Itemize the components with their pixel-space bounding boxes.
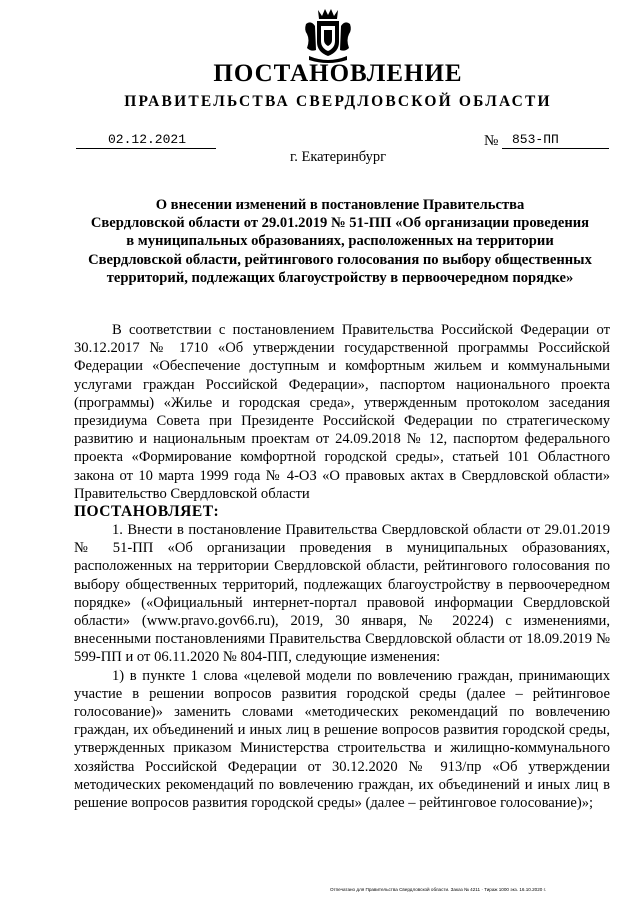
- sverdlovsk-coat-of-arms-icon: [303, 6, 353, 64]
- decree-heading: [70, 196, 610, 287]
- heading-line: Свердловской области, рейтингового голосования по выбору общественных: [88, 251, 592, 268]
- preamble-paragraph: В соответствии с постановлением Правительства Российской Федерации от 30.12.2017 № 1710 «Об утверждении государственной программы Российской Федерации «Обеспечение доступным и комфортным жильем и коммунальными услугами граждан Российской Федерации», паспортом национального проекта (программы) «Жилье и городская среда», утвержденным протоколом заседания президиума Совета при Президенте Российской Федерации по стратегическому развитию и национальным проектам от 24.09.2018 № 12, паспортом федерального проекта «Формирование комфортной городской среды», статьей 101 Областного закона от 10 марта 1999 года № 4-ОЗ «О правовых актах в Свердловской области» Правительство Свердловской области: [74, 322, 610, 502]
- decree-number: 853-ПП: [512, 132, 559, 147]
- decree-date: 02.12.2021: [108, 132, 187, 147]
- document-title: ПОСТАНОВЛЕНИЕ: [213, 60, 463, 87]
- heading-line: в муниципальных образованиях, расположенных на территории: [126, 233, 554, 250]
- city: г. Екатеринбург: [289, 149, 387, 165]
- item-1-paragraph: 1. Внести в постановление Правительства Свердловской области от 29.01.2019 № 51-ПП «Об организации проведения в муниципальных образованиях, расположенных на территории Свердловской области, рейтингового голосования по выбору общественных территорий, подлежащих благоустройству в первоочередном порядке» («Официальный интернет-портал правовой информации Свердловской области» (www.pravo.gov66.ru), 2019, 30 января, № 20224) с изменениями, внесенными постановлениями Правительства Свердловской области от 18.09.2019 № 599-ПП и от 06.11.2020 № 804-ПП, следующие изменения:: [74, 522, 610, 666]
- heading-line: территорий, подлежащих благоустройству в первоочередном порядке»: [106, 269, 574, 286]
- document-body: [74, 321, 610, 812]
- subitem-1-paragraph: 1) в пункте 1 слова «целевой модели по вовлечению граждан, принимающих участие в решении вопросов развития городской среды (далее – рейтинговое голосование)» заменить словами «методических рекомендаций по вовлечению граждан, их объединений и иных лиц в решение вопросов развития городской среды, утвержденных приказом Министерства строительства и жилищно-коммунального хозяйства Российской Федерации от 30.12.2020 № 913/пр «Об утверждении методических рекомендаций по вовлечению граждан, их объединений и иных лиц в решение вопросов развития городской среды» (далее – рейтинговое голосование)»;: [74, 667, 610, 812]
- heading-line: Свердловской области от 29.01.2019 № 51-ПП «Об организации проведения: [90, 215, 590, 232]
- decree-word: ПОСТАНОВЛЯЕТ:: [74, 503, 220, 521]
- heading-line: О внесении изменений в постановление Правительства: [155, 197, 525, 213]
- number-sign: №: [484, 133, 499, 149]
- print-footer: Отпечатано для Правительства Свердловской области. Заказ № 4211 · Тираж 1000 экз. 16.10.2020 г.: [330, 887, 546, 892]
- issuer-name: ПРАВИТЕЛЬСТВА СВЕРДЛОВСКОЙ ОБЛАСТИ: [124, 93, 552, 110]
